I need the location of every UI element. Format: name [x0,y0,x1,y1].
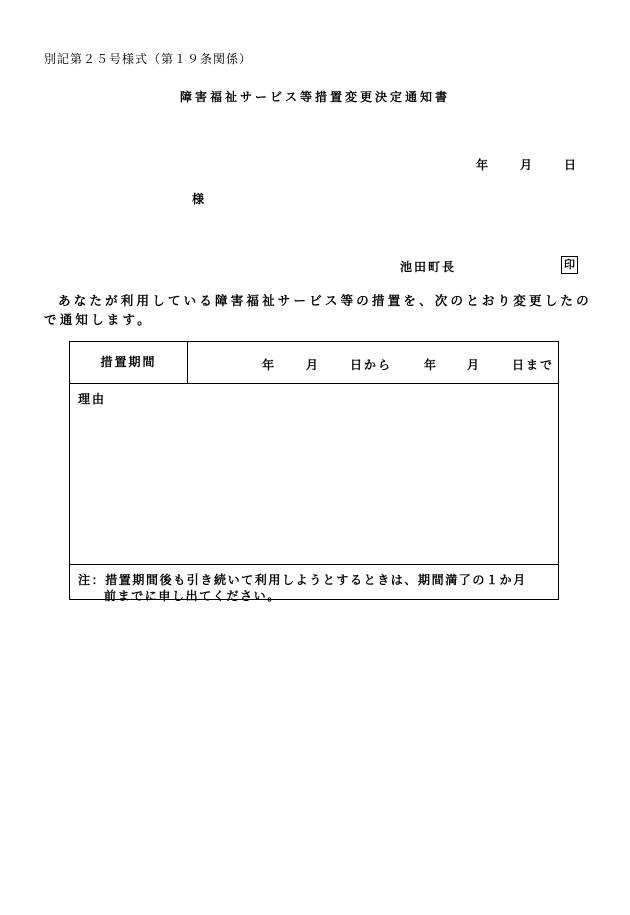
period-from-day: 日から [350,358,393,372]
period-to-year: 年 [424,358,437,372]
notice-body [44,291,592,329]
measure-details-table [69,341,559,603]
note-line-1: 注：措置期間後も引き続いて利用しようとするときは、期間満了の１か月 [78,573,527,587]
date-day-label: 日 [564,158,577,172]
period-to-day: 日まで [512,358,555,372]
period-to-month: 月 [467,358,480,372]
seal-mark: 印 [561,256,578,274]
date-year-label: 年 [476,158,489,172]
form-number: 別記第２５号様式（第１９条関係） [44,52,253,66]
period-from-month: 月 [306,358,319,372]
date-month-label: 月 [520,158,533,172]
addressee-honorific: 様 [192,192,205,206]
reason-label: 理由 [78,392,107,406]
period-from-year: 年 [262,358,275,372]
note-line-2: 前までに申し出てください。 [104,589,281,603]
issuer-name: 池田町長 [400,260,457,274]
period-row [70,342,558,384]
notice-body-text: あなたが利用している障害福祉サービス等の措置を、次のとおり変更したので通知します。 [44,293,592,327]
document-title: 障害福祉サービス等措置変更決定通知書 [179,90,450,104]
note-row [70,564,558,601]
period-label: 措置期間 [70,342,188,383]
